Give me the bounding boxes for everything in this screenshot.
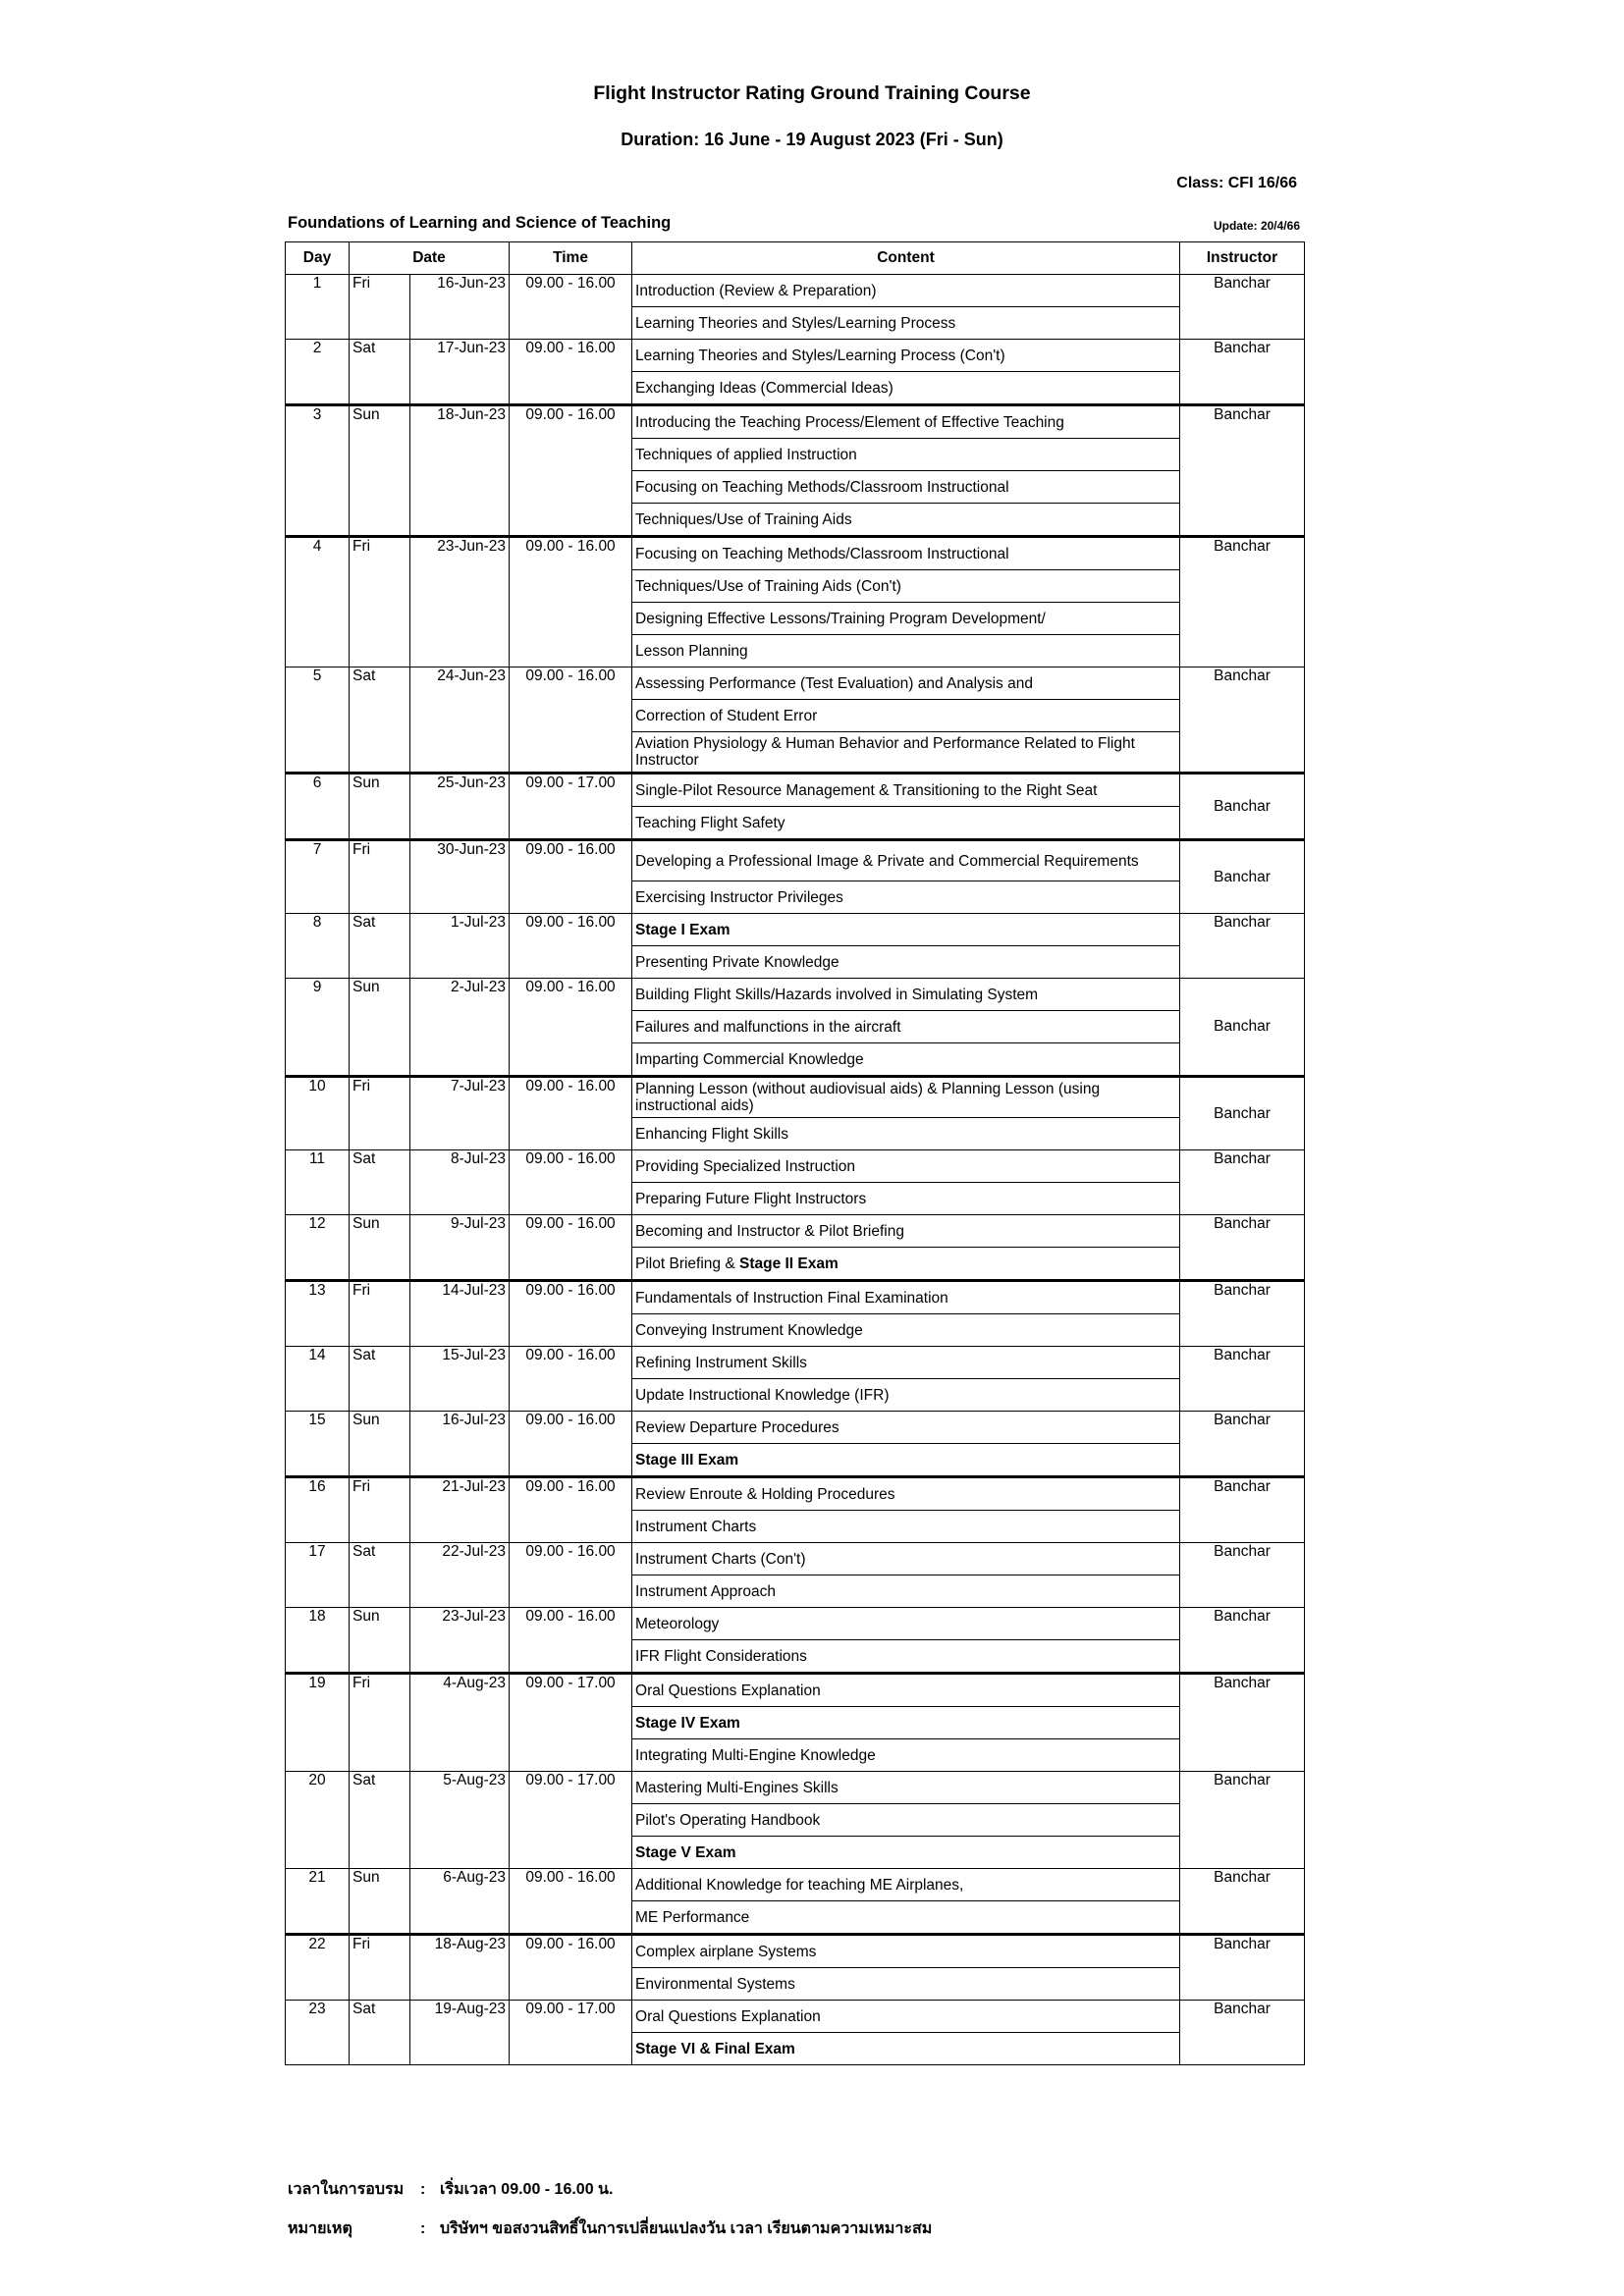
content-cell: [632, 667, 1180, 700]
session-date: 6-Aug-23: [410, 1869, 510, 1935]
day-number: 6: [286, 774, 350, 840]
session-time: 09.00 - 17.00: [510, 2001, 632, 2065]
content-item: Lesson Planning: [635, 642, 748, 660]
day-number: 14: [286, 1347, 350, 1412]
session-time: 09.00 - 16.00: [510, 840, 632, 914]
exam-item: Stage V Exam: [635, 1843, 736, 1861]
content-item: Complex airplane Systems: [635, 1943, 817, 1960]
schedule-row: [286, 840, 1305, 881]
day-of-week: Sat: [350, 2001, 410, 2065]
day-number: 19: [286, 1674, 350, 1772]
day-number: 21: [286, 1869, 350, 1935]
content-cell: [632, 635, 1180, 667]
content-cell: [632, 1444, 1180, 1477]
content-item: Learning Theories and Styles/Learning Process (Con't): [635, 347, 1005, 364]
content-cell: [632, 807, 1180, 840]
session-time: 09.00 - 16.00: [510, 537, 632, 667]
session-date: 15-Jul-23: [410, 1347, 510, 1412]
training-time-separator: :: [420, 2181, 426, 2198]
day-of-week: Fri: [350, 275, 410, 340]
content-cell: [632, 1674, 1180, 1707]
instructor-name: Banchar: [1180, 774, 1305, 840]
document-title: Flight Instructor Rating Ground Training Course: [593, 82, 1031, 104]
content-cell: [632, 1379, 1180, 1412]
content-cell: [632, 1347, 1180, 1379]
day-number: 11: [286, 1150, 350, 1215]
content-item: Exercising Instructor Privileges: [635, 888, 843, 906]
exam-item: Stage III Exam: [635, 1451, 739, 1468]
remark-note: [288, 2216, 932, 2241]
day-number: 3: [286, 405, 350, 537]
session-date: 21-Jul-23: [410, 1477, 510, 1543]
content-cell: [632, 840, 1180, 881]
day-number: 5: [286, 667, 350, 774]
content-item: Environmental Systems: [635, 1975, 795, 1993]
content-cell: [632, 1968, 1180, 2001]
session-date: 23-Jul-23: [410, 1608, 510, 1674]
content-cell: [632, 1543, 1180, 1575]
content-cell: [632, 1011, 1180, 1043]
content-cell: [632, 1901, 1180, 1935]
content-item: Introducing the Teaching Process/Element of Effective Teaching: [635, 413, 1064, 431]
instructor-name: Banchar: [1180, 405, 1305, 537]
content-cell: [632, 1804, 1180, 1837]
content-cell: [632, 1077, 1180, 1118]
content-item: Becoming and Instructor & Pilot Briefing: [635, 1222, 904, 1240]
content-item: Review Enroute & Holding Procedures: [635, 1485, 895, 1503]
content-item: Building Flight Skills/Hazards involved in Simulating System: [635, 986, 1039, 1003]
instructor-name: Banchar: [1180, 1674, 1305, 1772]
schedule-row: [286, 1772, 1305, 1804]
day-of-week: Sat: [350, 1543, 410, 1608]
schedule-row: [286, 1543, 1305, 1575]
content-cell: [632, 340, 1180, 372]
content-cell: [632, 914, 1180, 946]
day-of-week: Sun: [350, 774, 410, 840]
schedule-row: [286, 979, 1305, 1011]
day-number: 18: [286, 1608, 350, 1674]
day-of-week: Fri: [350, 537, 410, 667]
content-item: Correction of Student Error: [635, 707, 818, 724]
update-date: Update: 20/4/66: [1213, 219, 1300, 233]
content-item: Assessing Performance (Test Evaluation) and Analysis and: [635, 674, 1033, 692]
remark-separator: :: [420, 2220, 426, 2237]
content-item: Failures and malfunctions in the aircraft: [635, 1018, 901, 1036]
content-cell: [632, 1707, 1180, 1739]
instructor-name: Banchar: [1180, 1077, 1305, 1150]
content-item: Exchanging Ideas (Commercial Ideas): [635, 379, 893, 397]
instructor-name: Banchar: [1180, 1281, 1305, 1347]
content-cell: [632, 504, 1180, 537]
session-date: 18-Jun-23: [410, 405, 510, 537]
session-time: 09.00 - 16.00: [510, 405, 632, 537]
session-date: 30-Jun-23: [410, 840, 510, 914]
session-time: 09.00 - 16.00: [510, 1347, 632, 1412]
instructor-name: Banchar: [1180, 340, 1305, 405]
content-item: Presenting Private Knowledge: [635, 953, 839, 971]
content-item: Oral Questions Explanation: [635, 1682, 821, 1699]
content-cell: [632, 1511, 1180, 1543]
content-item: Teaching Flight Safety: [635, 814, 785, 831]
content-cell: [632, 1215, 1180, 1248]
instructor-name: Banchar: [1180, 1869, 1305, 1935]
content-cell: [632, 1575, 1180, 1608]
content-item: Preparing Future Flight Instructors: [635, 1190, 867, 1207]
content-cell: [632, 537, 1180, 570]
day-of-week: Sun: [350, 405, 410, 537]
session-time: 09.00 - 16.00: [510, 1543, 632, 1608]
content-cell: [632, 1118, 1180, 1150]
schedule-row: [286, 1150, 1305, 1183]
content-cell: [632, 1608, 1180, 1640]
content-cell: [632, 1281, 1180, 1314]
day-number: 4: [286, 537, 350, 667]
session-date: 9-Jul-23: [410, 1215, 510, 1281]
day-of-week: Fri: [350, 1077, 410, 1150]
schedule-row: [286, 2001, 1305, 2033]
section-title: Foundations of Learning and Science of Teaching: [288, 214, 672, 232]
day-number: 13: [286, 1281, 350, 1347]
content-cell: [632, 570, 1180, 603]
session-time: 09.00 - 16.00: [510, 340, 632, 405]
day-of-week: Fri: [350, 840, 410, 914]
session-date: 24-Jun-23: [410, 667, 510, 774]
content-item: Designing Effective Lessons/Training Program Development/: [635, 610, 1046, 627]
session-date: 16-Jun-23: [410, 275, 510, 340]
day-number: 2: [286, 340, 350, 405]
session-date: 23-Jun-23: [410, 537, 510, 667]
schedule-row: [286, 537, 1305, 570]
instructor-name: Banchar: [1180, 1347, 1305, 1412]
day-of-week: Fri: [350, 1477, 410, 1543]
session-date: 17-Jun-23: [410, 340, 510, 405]
content-cell: [632, 1869, 1180, 1901]
schedule-row: [286, 774, 1305, 807]
day-number: 17: [286, 1543, 350, 1608]
course-duration: Duration: 16 June - 19 August 2023 (Fri - Sun): [621, 130, 1003, 149]
day-number: 20: [286, 1772, 350, 1869]
content-item: Focusing on Teaching Methods/Classroom Instructional: [635, 478, 1009, 496]
session-time: 09.00 - 16.00: [510, 275, 632, 340]
content-item: Review Departure Procedures: [635, 1418, 839, 1436]
session-time: 09.00 - 16.00: [510, 979, 632, 1077]
session-date: 1-Jul-23: [410, 914, 510, 979]
content-cell: [632, 1739, 1180, 1772]
session-date: 22-Jul-23: [410, 1543, 510, 1608]
instructor-name: Banchar: [1180, 1215, 1305, 1281]
training-time-note: [288, 2177, 613, 2202]
schedule-row: [286, 1347, 1305, 1379]
instructor-name: Banchar: [1180, 1543, 1305, 1608]
content-cell: [632, 700, 1180, 732]
instructor-name: Banchar: [1180, 1150, 1305, 1215]
day-number: 22: [286, 1935, 350, 2001]
content-item: Mastering Multi-Engines Skills: [635, 1779, 839, 1796]
content-cell: [632, 1412, 1180, 1444]
content-item: Instrument Charts: [635, 1518, 757, 1535]
content-item: Techniques/Use of Training Aids (Con't): [635, 577, 901, 595]
content-cell: [632, 1183, 1180, 1215]
training-time-value: เริ่มเวลา 09.00 - 16.00 น.: [440, 2181, 614, 2198]
schedule-row: [286, 275, 1305, 307]
schedule-row: [286, 1935, 1305, 1968]
session-time: 09.00 - 16.00: [510, 1281, 632, 1347]
exam-item: Stage I Exam: [635, 921, 731, 938]
schedule-row: [286, 1869, 1305, 1901]
content-cell: [632, 732, 1180, 774]
day-of-week: Sun: [350, 1869, 410, 1935]
day-number: 23: [286, 2001, 350, 2065]
content-cell: [632, 1640, 1180, 1674]
session-time: 09.00 - 16.00: [510, 914, 632, 979]
session-date: 16-Jul-23: [410, 1412, 510, 1477]
schedule-row: [286, 667, 1305, 700]
exam-item: Stage II Exam: [738, 1255, 839, 1272]
schedule-row: [286, 1477, 1305, 1511]
content-item: Additional Knowledge for teaching ME Airplanes,: [635, 1876, 964, 1894]
schedule-row: [286, 1412, 1305, 1444]
day-of-week: Sun: [350, 1215, 410, 1281]
remark-label: หมายเหตุ: [288, 2220, 352, 2237]
content-item: Introduction (Review & Preparation): [635, 282, 877, 299]
instructor-name: Banchar: [1180, 1608, 1305, 1674]
content-cell: [632, 1935, 1180, 1968]
content-cell: [632, 774, 1180, 807]
class-label: Class: CFI 16/66: [1176, 175, 1297, 191]
header-time: Time: [510, 242, 632, 275]
session-time: 09.00 - 16.00: [510, 1150, 632, 1215]
content-cell: [632, 275, 1180, 307]
content-cell: [632, 2001, 1180, 2033]
day-number: 9: [286, 979, 350, 1077]
schedule-row: [286, 340, 1305, 372]
day-of-week: Fri: [350, 1674, 410, 1772]
content-item: Instrument Approach: [635, 1582, 777, 1600]
content-item: Focusing on Teaching Methods/Classroom Instructional: [635, 545, 1009, 562]
instructor-name: Banchar: [1180, 537, 1305, 667]
content-item: Learning Theories and Styles/Learning Process: [635, 314, 956, 332]
content-cell: [632, 2033, 1180, 2065]
header-day: Day: [286, 242, 350, 275]
schedule-row: [286, 1215, 1305, 1248]
session-time: 09.00 - 16.00: [510, 1477, 632, 1543]
content-item: Single-Pilot Resource Management & Transitioning to the Right Seat: [635, 781, 1098, 799]
day-of-week: Sat: [350, 667, 410, 774]
instructor-name: Banchar: [1180, 1935, 1305, 2001]
day-of-week: Sat: [350, 340, 410, 405]
content-cell: [632, 1837, 1180, 1869]
content-item: Enhancing Flight Skills: [635, 1125, 788, 1143]
content-cell: [632, 1248, 1180, 1281]
instructor-name: Banchar: [1180, 1772, 1305, 1869]
schedule-row: [286, 405, 1305, 439]
session-date: 4-Aug-23: [410, 1674, 510, 1772]
session-time: 09.00 - 16.00: [510, 1935, 632, 2001]
day-of-week: Sat: [350, 1347, 410, 1412]
day-number: 8: [286, 914, 350, 979]
day-of-week: Sat: [350, 1772, 410, 1869]
day-number: 1: [286, 275, 350, 340]
schedule-row: [286, 914, 1305, 946]
header-instructor: Instructor: [1180, 242, 1305, 275]
content-cell: [632, 881, 1180, 914]
content-item: Developing a Professional Image & Private and Commercial Requirements: [635, 852, 1139, 870]
session-date: 25-Jun-23: [410, 774, 510, 840]
instructor-name: Banchar: [1180, 1477, 1305, 1543]
session-time: 09.00 - 17.00: [510, 774, 632, 840]
content-cell: [632, 471, 1180, 504]
day-number: 16: [286, 1477, 350, 1543]
day-of-week: Sun: [350, 1412, 410, 1477]
session-date: 2-Jul-23: [410, 979, 510, 1077]
day-of-week: Sun: [350, 979, 410, 1077]
content-item: Planning Lesson (without audiovisual aids) & Planning Lesson (using instructional aids): [635, 1081, 1101, 1114]
session-date: 5-Aug-23: [410, 1772, 510, 1869]
content-cell: [632, 1150, 1180, 1183]
session-date: 14-Jul-23: [410, 1281, 510, 1347]
exam-item: Stage VI & Final Exam: [635, 2040, 795, 2057]
schedule-row: [286, 1608, 1305, 1640]
day-of-week: Fri: [350, 1281, 410, 1347]
exam-item: Stage IV Exam: [635, 1714, 740, 1732]
session-date: 7-Jul-23: [410, 1077, 510, 1150]
content-item: Instrument Charts (Con't): [635, 1550, 806, 1568]
content-item: Imparting Commercial Knowledge: [635, 1050, 864, 1068]
day-of-week: Sun: [350, 1608, 410, 1674]
content-cell: [632, 1314, 1180, 1347]
day-number: 7: [286, 840, 350, 914]
instructor-name: Banchar: [1180, 840, 1305, 914]
remark-text: บริษัทฯ ขอสงวนสิทธิ์ในการเปลี่ยนแปลงวัน เวลา เรียนตามความเหมาะสม: [440, 2220, 933, 2237]
content-cell: [632, 372, 1180, 405]
content-cell: [632, 1772, 1180, 1804]
schedule-row: [286, 1077, 1305, 1118]
schedule-table: [285, 241, 1305, 2065]
day-number: 15: [286, 1412, 350, 1477]
content-item: Oral Questions Explanation: [635, 2007, 821, 2025]
header-date: Date: [350, 242, 510, 275]
header-content: Content: [632, 242, 1180, 275]
training-time-label: เวลาในการอบรม: [288, 2181, 405, 2198]
content-item: Conveying Instrument Knowledge: [635, 1321, 863, 1339]
content-item: Update Instructional Knowledge (IFR): [635, 1386, 890, 1404]
session-date: 18-Aug-23: [410, 1935, 510, 2001]
content-item: Fundamentals of Instruction Final Examination: [635, 1289, 948, 1307]
day-number: 10: [286, 1077, 350, 1150]
schedule-row: [286, 1281, 1305, 1314]
content-item: Pilot Briefing &: [635, 1255, 739, 1272]
content-item: Techniques of applied Instruction: [635, 446, 857, 463]
session-time: 09.00 - 17.00: [510, 1674, 632, 1772]
content-item: Integrating Multi-Engine Knowledge: [635, 1746, 876, 1764]
instructor-name: Banchar: [1180, 1412, 1305, 1477]
content-item: Meteorology: [635, 1615, 720, 1632]
content-item: Providing Specialized Instruction: [635, 1157, 856, 1175]
day-of-week: Fri: [350, 1935, 410, 2001]
schedule-row: [286, 1674, 1305, 1707]
content-cell: [632, 946, 1180, 979]
session-time: 09.00 - 16.00: [510, 1869, 632, 1935]
instructor-name: Banchar: [1180, 979, 1305, 1077]
session-time: 09.00 - 16.00: [510, 667, 632, 774]
instructor-name: Banchar: [1180, 667, 1305, 774]
session-time: 09.00 - 17.00: [510, 1772, 632, 1869]
content-item: IFR Flight Considerations: [635, 1647, 807, 1665]
day-number: 12: [286, 1215, 350, 1281]
content-cell: [632, 439, 1180, 471]
table-header-row: [286, 242, 1305, 275]
content-item: Techniques/Use of Training Aids: [635, 510, 852, 528]
content-item: Pilot's Operating Handbook: [635, 1811, 821, 1829]
day-of-week: Sat: [350, 914, 410, 979]
session-time: 09.00 - 16.00: [510, 1077, 632, 1150]
day-of-week: Sat: [350, 1150, 410, 1215]
content-cell: [632, 307, 1180, 340]
session-date: 19-Aug-23: [410, 2001, 510, 2065]
content-cell: [632, 405, 1180, 439]
content-cell: [632, 1043, 1180, 1077]
content-cell: [632, 979, 1180, 1011]
session-time: 09.00 - 16.00: [510, 1608, 632, 1674]
instructor-name: Banchar: [1180, 2001, 1305, 2065]
content-cell: [632, 603, 1180, 635]
session-date: 8-Jul-23: [410, 1150, 510, 1215]
instructor-name: Banchar: [1180, 275, 1305, 340]
content-item: Refining Instrument Skills: [635, 1354, 807, 1371]
session-time: 09.00 - 16.00: [510, 1412, 632, 1477]
content-item: Aviation Physiology & Human Behavior and Performance Related to Flight Instructor: [635, 735, 1135, 769]
content-item: ME Performance: [635, 1908, 750, 1926]
instructor-name: Banchar: [1180, 914, 1305, 979]
session-time: 09.00 - 16.00: [510, 1215, 632, 1281]
content-cell: [632, 1477, 1180, 1511]
